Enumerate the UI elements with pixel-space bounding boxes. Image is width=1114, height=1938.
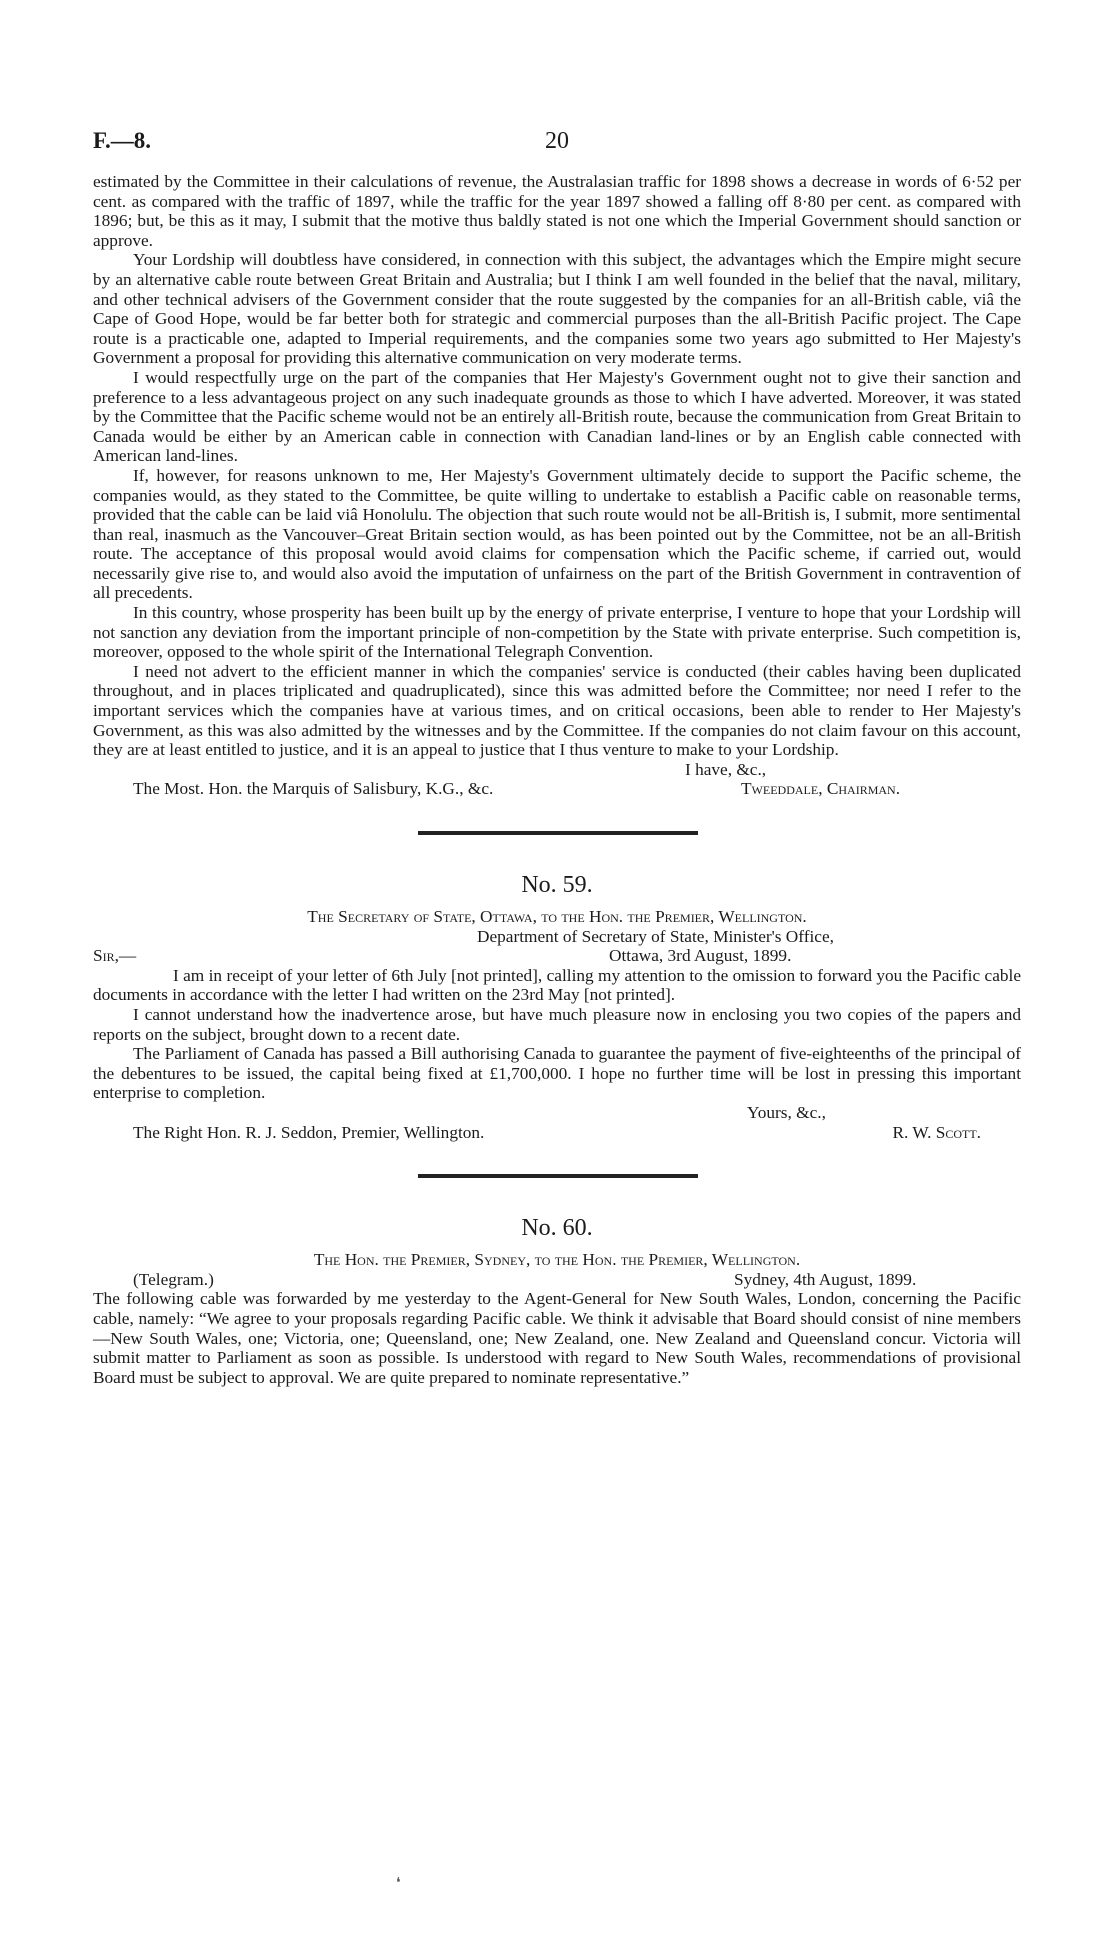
paragraph: I cannot understand how the inadvertence arose, but have much pleasure now in enclosing you two copies of the papers and reports on the subject, brought down to a recent date. [93, 1004, 1021, 1044]
paragraph: I need not advert to the efficient manner in which the companies' service is conducted (their cables having been duplicated throughout, and in places triplicated and quadruplicated), since this was admitted before the Committee; nor need I refer to the important services which the companies have at various times, and on critical occasions, been able to render to Her Majesty's Government, as this was also admitted by the witnesses and by the Committee. If the companies do not claim favour on this account, they are at least entitled to justice, and it is an appeal to justice that I thus venture to make to your Lordship. [93, 661, 1021, 760]
letter-title: The Secretary of State, Ottawa, to the Hon. the Premier, Wellington. [307, 907, 807, 926]
document-number: No. 59. [521, 872, 593, 898]
closing-formula: I have, &c., [685, 759, 767, 779]
paragraph: I would respectfully urge on the part of the companies that Her Majesty's Government ought not to give their sanction and preference to a less advantageous project on any such inadequate grounds as those to which I have adverted. Moreover, it was stated by the Committee that the Pacific scheme would not be an entirely all-British route, because the communication from Great Britain to Canada would be either by an American cable in connection with Canadian land-lines or by an English cable connected with American land-lines. [93, 367, 1021, 466]
page-number: 20 [545, 128, 569, 154]
paragraph: The following cable was forwarded by me yesterday to the Agent-General for New South Wales, London, concerning the Pacific cable, namely: “We agree to your proposals regarding Pacific cable. We think it advisable that Board should consist of nine members—New South Wales, one; Victoria, one; Queensland, one; New Zealand, one. New Zealand and Queensland concur. Victoria will submit matter to Parliament as soon as possible. Is understood with regard to New South Wales, recommendations of provisional Board must be subject to approval. We are quite prepared to nominate representative.” [93, 1289, 1021, 1387]
paragraph: The Parliament of Canada has passed a Bill authorising Canada to guarantee the payment of five-eighteenths of the principal of the debentures to be issued, the capital being fixed at £1,700,000. I hope no further time will be lost in pressing this important enterprise to completion. [93, 1044, 1021, 1103]
closing-formula: Yours, &c., [747, 1102, 826, 1122]
document-number: No. 60. [521, 1215, 593, 1242]
stray-mark: ❛ [396, 1876, 401, 1891]
paragraph: Your Lordship will doubtless have considered, in connection with this subject, the advantages which the Empire might secure by an alternative cable route between Great Britain and Australia; but I think I am well founded in the belief that the naval, military, and other technical advisers of the Government consider that the route suggested by the companies for an all-British cable, viâ the Cape of Good Hope, would be far better both for strategic and commercial purposes than the all-British Pacific project. The Cape route is a practicable one, adapted to Imperial requirements, and the companies some two years ago submitted to Her Majesty's Government a proposal for providing this alternative communication on very moderate terms. [93, 250, 1021, 368]
addressee: The Most. Hon. the Marquis of Salisbury, K.G., &c. [133, 779, 494, 799]
telegram-row [93, 1270, 1021, 1290]
addressee: The Right Hon. R. J. Seddon, Premier, Wellington. [133, 1122, 485, 1142]
paragraph: estimated by the Committee in their calculations of revenue, the Australasian traffic for 1898 shows a decrease in words of 6·52 per cent. as compared with the traffic of 1897, while the traffic for the year 1897 showed a falling off 8·80 per cent. as compared with 1896; but, be this as it may, I submit that the motive thus baldly stated is not one which the Imperial Government should sanction or approve. [93, 172, 1021, 250]
letter-date: Ottawa, 3rd August, 1899. [609, 946, 792, 966]
signature-line [93, 779, 1021, 799]
paragraph: If, however, for reasons unknown to me, Her Majesty's Government ultimately decide to support the Pacific scheme, the companies would, as they stated to the Committee, be quite willing to undertake to establish a Pacific cable on reasonable terms, provided that the cable can be laid viâ Honolulu. The objection that such route would not be all-British is, I submit, more sentimental than real, inasmuch as the Vancouver–Great Britain section would, as has been pointed out by the Committee, not be an all-British route. The acceptance of this proposal would avoid claims for compensation which the Pacific scheme, if carried out, would necessarily give rise to, and would also avoid the imputation of unfairness on the part of the British Government in contravention of all precedents. [93, 465, 1021, 603]
section-divider [93, 1142, 1021, 1206]
page-header [93, 128, 1021, 158]
salutation-row [93, 946, 1021, 966]
divider-rule [418, 1174, 698, 1178]
document-reference: F.—8. [93, 128, 151, 153]
salutation: Sir,— [93, 946, 137, 966]
signature: R. W. Scott. [892, 1122, 981, 1142]
signature: Tweeddale, Chairman. [741, 779, 901, 799]
department-line: Department of Secretary of State, Minister's Office, [477, 926, 834, 946]
section-divider [93, 799, 1021, 863]
document-body [93, 172, 1021, 1387]
paragraph: I am in receipt of your letter of 6th July [not printed], calling my attention to the omission to forward you the Pacific cable documents in accordance with the letter I had written on the 23rd May [not printed]. [93, 965, 1021, 1005]
telegram-label: (Telegram.) [133, 1269, 214, 1289]
divider-rule [418, 831, 698, 835]
letter-date: Sydney, 4th August, 1899. [734, 1269, 917, 1289]
letter-title: The Hon. the Premier, Sydney, to the Hon. the Premier, Wellington. [313, 1250, 801, 1270]
signature-line [93, 1123, 1021, 1143]
paragraph: In this country, whose prosperity has been built up by the energy of private enterprise, I venture to hope that your Lordship will not sanction any deviation from the important principle of non-competition by the State with private enterprise. Such competition is, moreover, opposed to the whole spirit of the International Telegraph Convention. [93, 603, 1021, 662]
